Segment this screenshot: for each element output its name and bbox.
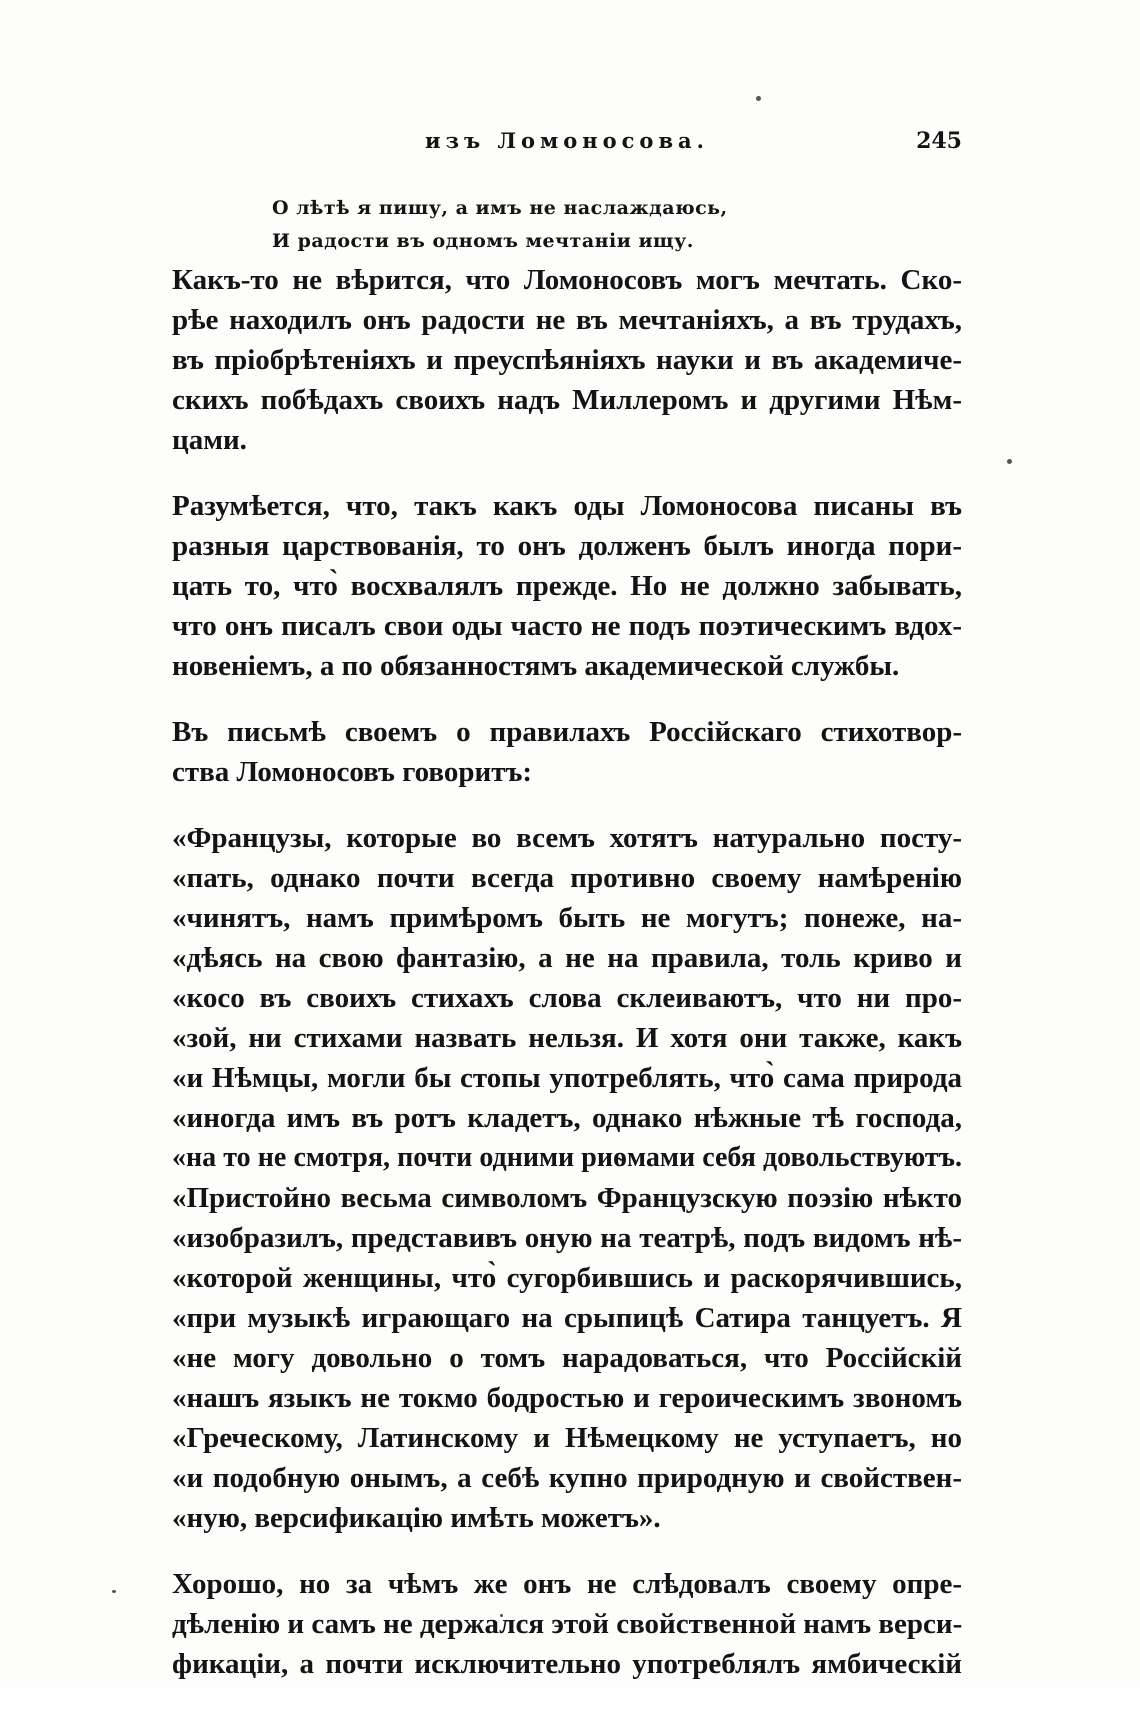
text-line: въ пріобрѣтеніяхъ и преуспѣяніяхъ науки и въ академиче- [172,344,962,376]
quote-line: «дѣясь на свою фантазію, а не на правила, толь криво и [172,942,962,974]
paragraph [172,1564,962,1684]
text-line: что онъ писалъ свои оды часто не подъ поэтическимъ вдох- [172,610,962,642]
text-line: новеніемъ, а по обязанностямъ академической службы. [172,650,900,682]
text-line: цать то, что̀ восхвалялъ прежде. Но не должно забывать, [172,570,962,602]
quote-line: «Пристойно весьма символомъ Французскую поэзію нѣкто [172,1182,962,1214]
quote-line: «Греческому, Латинскому и Нѣмецкому не уступаетъ, но [172,1422,962,1454]
running-title: изъ Ломоносова. [425,128,709,153]
quote-line: «нашъ языкъ не токмо бодростью и героическимъ звономъ [172,1382,962,1414]
scan-speck [756,96,761,101]
quote-line: «и подобную онымъ, а себѣ купно природную и свойствен- [172,1462,962,1494]
quote-line: «чинятъ, намъ примѣромъ быть не могутъ; понеже, на- [172,902,962,934]
page-header [172,128,962,162]
text-line: Какъ-то не вѣрится, что Ломоносовъ могъ мечтать. Ско- [172,264,962,296]
page-number: 245 [916,128,962,154]
quote-line: «пать, однако почти всегда противно своему намѣренію [172,862,962,894]
text-line: рѣе находилъ онъ радости не въ мечтаніяхъ, а въ трудахъ, [172,304,962,336]
body-text [172,260,962,1710]
quote-line: «зой, ни стихами назвать нельзя. И хотя они также, какъ [172,1022,962,1054]
text-line: разныя царствованія, то онъ долженъ былъ иногда пори- [172,530,962,562]
text-line: цами. [172,424,247,456]
quote-line: «изобразилъ, представивъ оную на театрѣ, подъ видомъ нѣ- [172,1222,962,1254]
quote-line: «иногда имъ въ ротъ кладетъ, однако нѣжные тѣ господа, [172,1102,962,1134]
text-line: Хорошо, но за чѣмъ же онъ не слѣдовалъ своему опре- [172,1568,962,1600]
text-line: Въ письмѣ своемъ о правилахъ Россійскаго стихотвор- [172,716,962,748]
block-quotation [172,818,962,1538]
scan-speck [112,1590,116,1593]
paragraph [172,486,962,686]
paragraph [172,712,962,792]
quote-line: «на то не смотря, почти одними риѳмами себя довольствуютъ. [172,1142,962,1173]
quote-line: «не могу довольно о томъ нарадоваться, что Россійскій [172,1342,962,1374]
quote-line: «и Нѣмцы, могли бы стопы употреблять, что̀ сама природа [172,1062,962,1094]
text-line: Разумѣется, что, такъ какъ оды Ломоносова писаны въ [172,490,962,522]
text-line: ства Ломоносовъ говоритъ: [172,756,533,788]
quote-line: «Французы, которые во всемъ хотятъ натурально посту- [172,822,962,854]
quote-line: «при музыкѣ играющаго на срыпицѣ Сатира танцуетъ. Я [172,1302,962,1334]
verse-line: О лѣтѣ я пишу, а имъ не наслаждаюсь, [272,197,728,219]
quote-line: «ную, версификацію имѣть можетъ». [172,1502,661,1534]
verse-quotation [272,192,728,258]
quote-line: «которой женщины, что̀ сугорбившись и раскорячившись, [172,1262,962,1294]
scan-speck [1007,459,1012,464]
text-line: фикаціи, а почти исключительно употреблялъ ямбическій [172,1648,962,1680]
quote-line: «косо въ своихъ стихахъ слова склеиваютъ, что ни про- [172,982,962,1014]
verse-line: И радости въ одномъ мечтаніи ищу. [272,230,694,252]
text-line: скихъ побѣдахъ своихъ надъ Миллеромъ и другими Нѣм- [172,384,962,416]
paragraph [172,260,962,460]
text-line: дѣленію и самъ не держался этой свойственной намъ верси- [172,1608,963,1640]
